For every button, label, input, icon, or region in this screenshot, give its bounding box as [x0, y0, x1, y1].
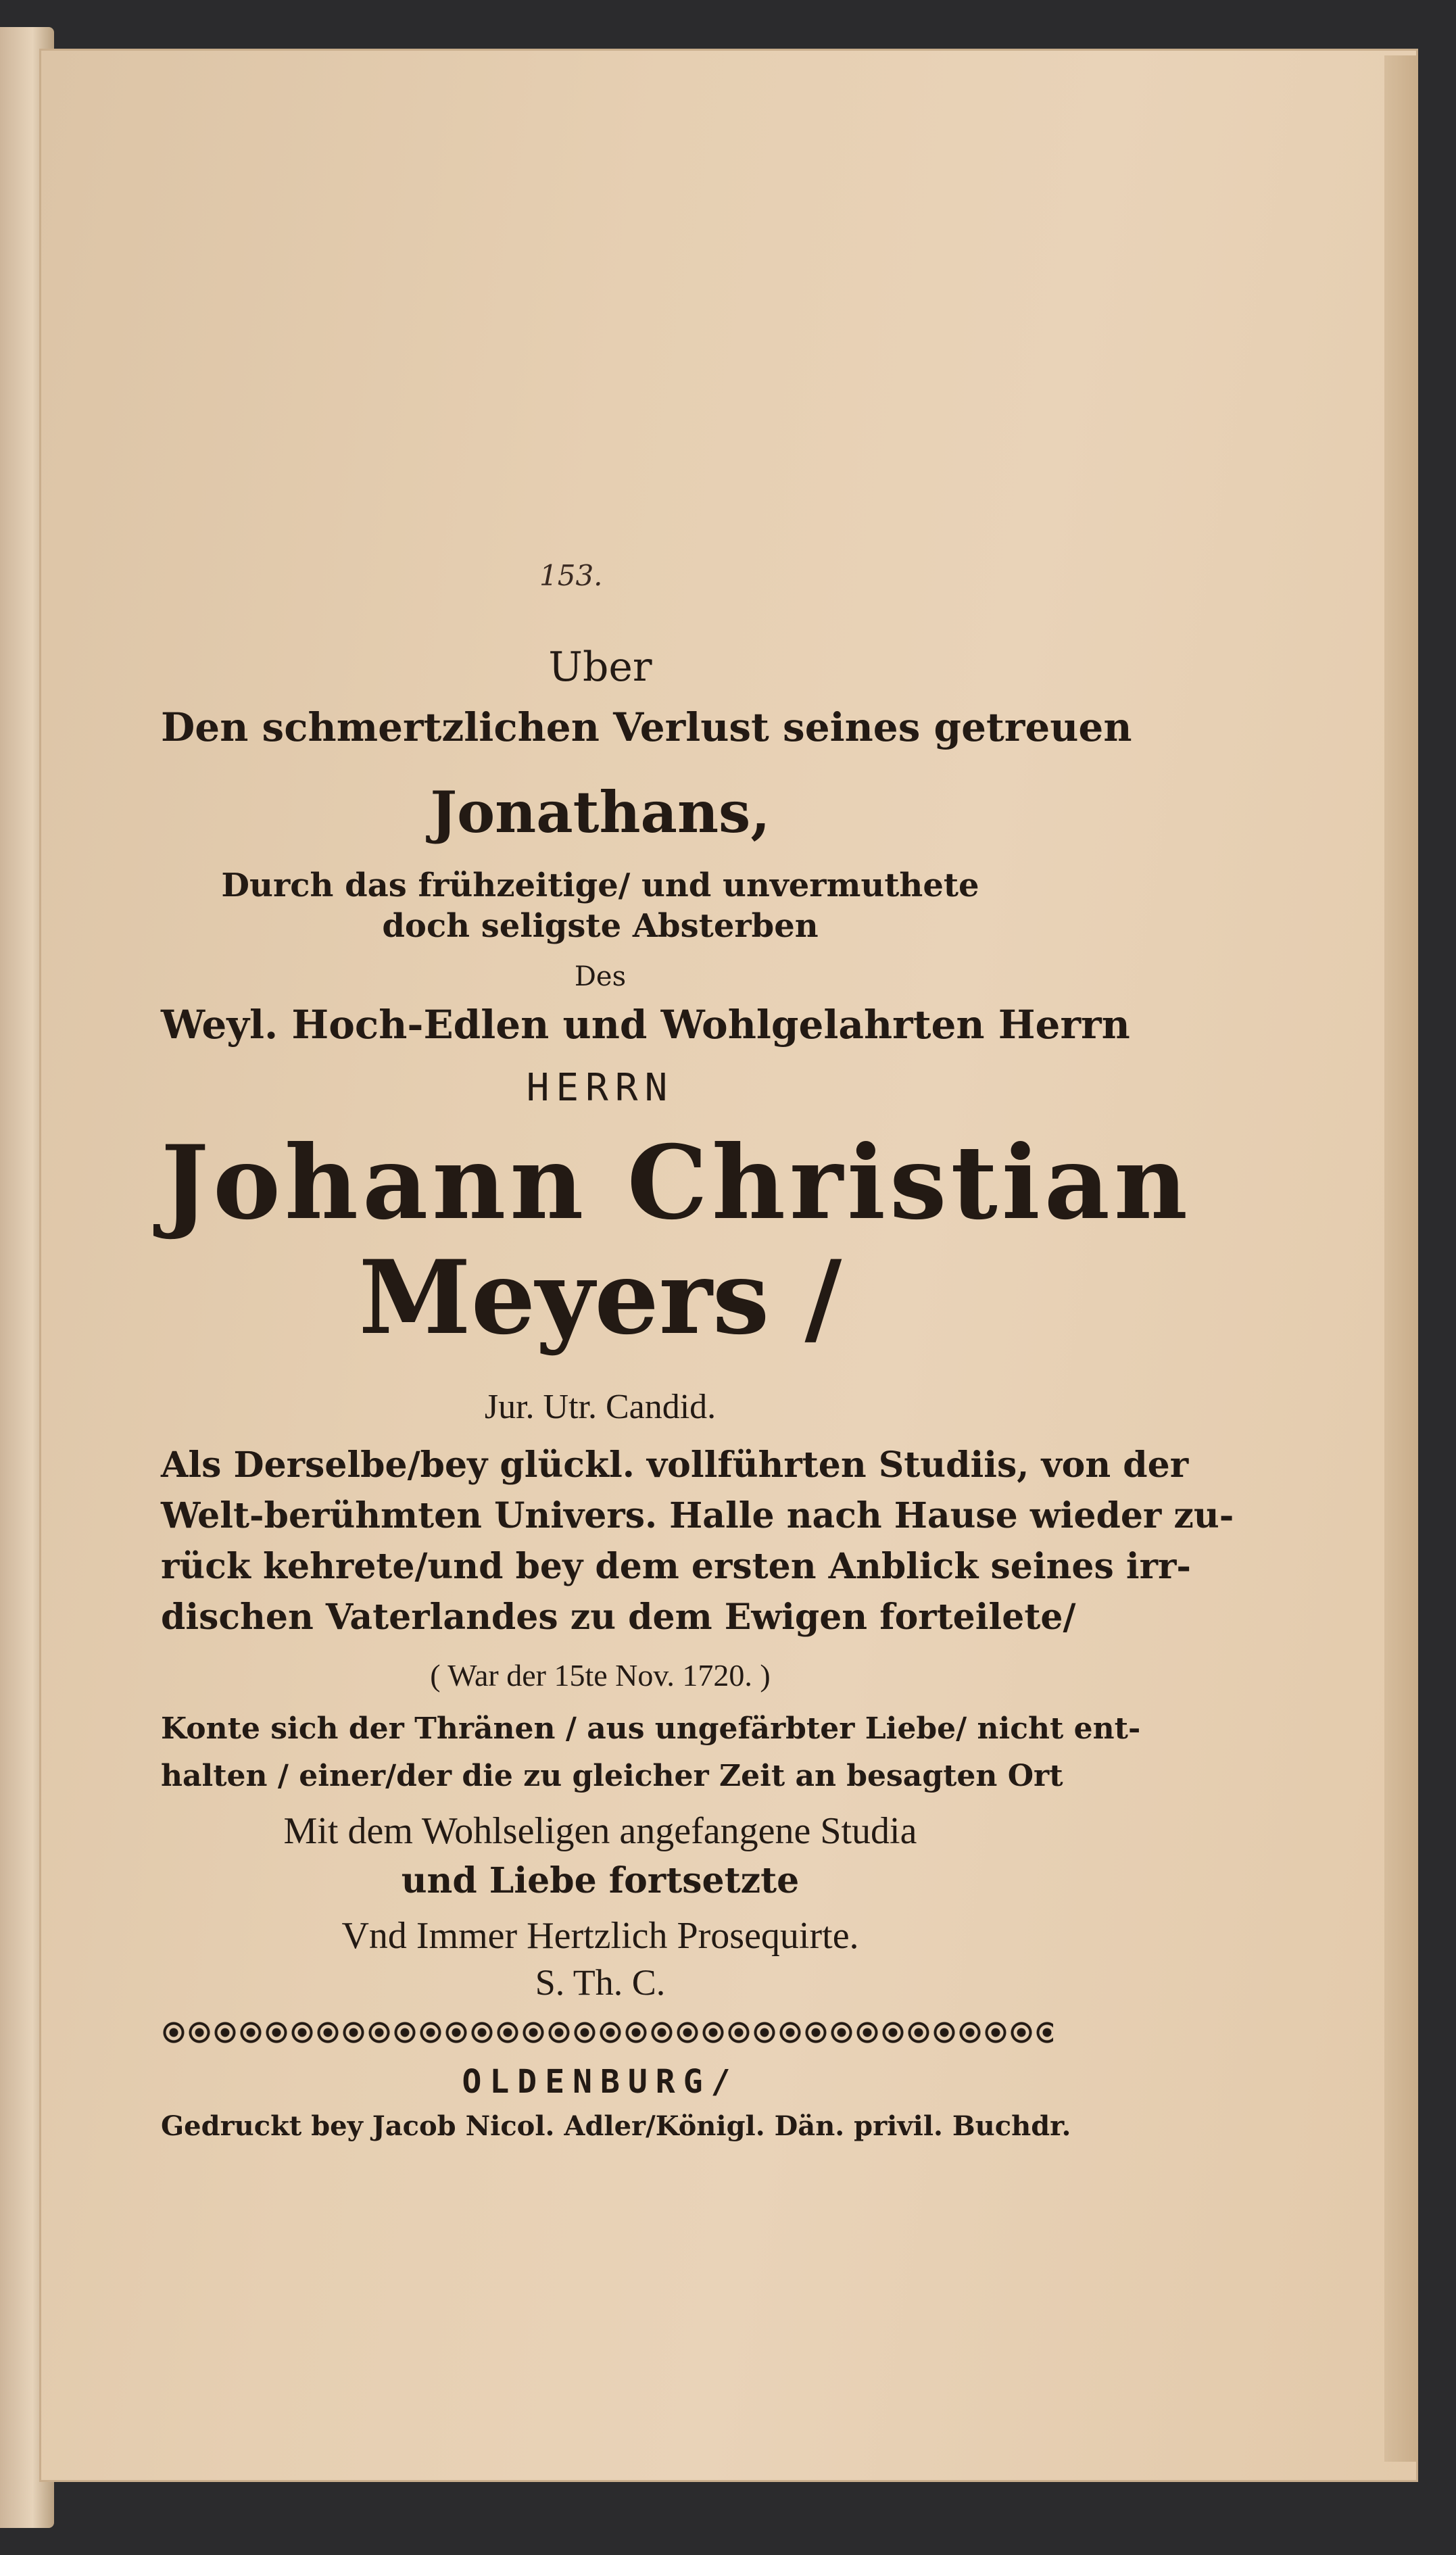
body-line: Als Derselbe/bey glückl. vollführten Studiis, von der: [161, 1444, 1189, 1486]
body-line: rück kehrete/und bey dem ersten Anblick seines irr-: [161, 1546, 1191, 1587]
degree-line: Jur. Utr. Candid.: [484, 1388, 717, 1426]
name-line: Meyers /: [358, 1238, 842, 1357]
title-line: Jonathans,: [430, 779, 771, 846]
title-line: Durch das frühzeitige/ und unvermuthete: [221, 867, 979, 904]
folio-number: 153.: [539, 559, 603, 592]
imprint-printer: Gedruckt bey Jacob Nicol. Adler/Königl. Dän. privil. Buchdr.: [161, 2110, 1071, 2142]
title-line: HERRN: [526, 1066, 675, 1110]
body-line: Konte sich der Thränen / aus ungefärbter Liebe/ nicht ent-: [161, 1711, 1141, 1746]
title-line: doch seligste Absterben: [382, 907, 819, 945]
title-line: Uber: [548, 643, 652, 691]
date-line: ( War der 15te Nov. 1720. ): [430, 1658, 771, 1693]
document-page: [39, 49, 1418, 2482]
name-line: Johann Christian: [161, 1123, 1192, 1242]
body-line: und Liebe fortsetzte: [401, 1860, 800, 1901]
body-line: halten / einer/der die zu gleicher Zeit an besagten Ort: [161, 1759, 1063, 1793]
body-line: Mit dem Wohlseligen angefangene Studia: [283, 1810, 917, 1852]
body-line: Welt-berühmten Univers. Halle nach Hause wieder zu-: [161, 1495, 1234, 1536]
body-line: dischen Vaterlandes zu dem Ewigen forteilete/: [161, 1597, 1076, 1638]
title-line: Den schmertzlichen Verlust seines getreuen: [161, 704, 1132, 750]
ornament-divider: [161, 2016, 1053, 2049]
title-line: Des: [574, 961, 627, 992]
body-line: Vnd Immer Hertzlich Prosequirte.: [341, 1915, 859, 1957]
imprint-place: OLDENBURG/: [462, 2063, 739, 2101]
initials-line: S. Th. C.: [535, 1962, 666, 2003]
title-line: Weyl. Hoch-Edlen und Wohlgelahrten Herrn: [161, 1002, 1130, 1048]
